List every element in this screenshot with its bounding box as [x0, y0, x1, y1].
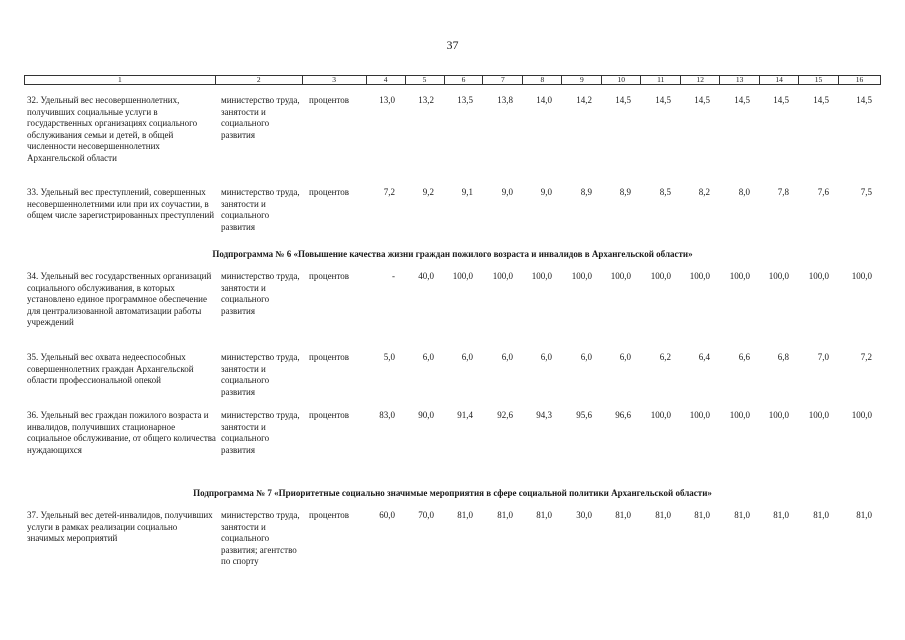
value-cell: 81,0 — [773, 510, 789, 520]
value-cell: 6,0 — [619, 352, 631, 362]
value-cell: 7,0 — [817, 352, 829, 362]
value-cell: 100,0 — [851, 410, 872, 420]
indicator-name: 35. Удельный вес охвата недееспособных совершеннолетних граждан Архангельской области профессиональной опекой — [27, 352, 194, 385]
value-cell: 100,0 — [531, 271, 552, 281]
value-cell: 6,0 — [422, 352, 434, 362]
column-header: 14 — [760, 76, 799, 84]
page-number: 37 — [446, 38, 459, 52]
value-cell: 14,5 — [734, 95, 750, 105]
value-cell: 81,0 — [615, 510, 631, 520]
value-cell: 7,5 — [860, 187, 872, 197]
column-header: 6 — [445, 76, 484, 84]
column-header: 12 — [681, 76, 720, 84]
value-cell: 14,5 — [813, 95, 829, 105]
value-cell: 40,0 — [418, 271, 434, 281]
unit: процентов — [309, 187, 350, 197]
value-cell: 100,0 — [610, 271, 631, 281]
value-cell: 96,6 — [615, 410, 631, 420]
indicator-name: 36. Удельный вес граждан пожилого возраста и инвалидов, получивших стационарное социальное обслуживание, от общего количества нуждающихся — [27, 410, 216, 455]
value-cell: 70,0 — [418, 510, 434, 520]
value-cell: 100,0 — [650, 410, 671, 420]
value-cell: 14,5 — [694, 95, 710, 105]
value-cell: 14,5 — [655, 95, 671, 105]
value-cell: 8,9 — [580, 187, 592, 197]
value-cell: 81,0 — [457, 510, 473, 520]
value-cell: 14,5 — [615, 95, 631, 105]
value-cell: - — [392, 271, 395, 281]
value-cell: 13,8 — [497, 95, 513, 105]
column-header: 9 — [562, 76, 602, 84]
responsible-org: министерство труда, занятости и социального развития — [221, 187, 300, 232]
value-cell: 14,5 — [856, 95, 872, 105]
unit: процентов — [309, 410, 350, 420]
unit: процентов — [309, 95, 350, 105]
value-cell: 5,0 — [383, 352, 395, 362]
value-cell: 8,2 — [698, 187, 710, 197]
responsible-org: министерство труда, занятости и социального развития — [221, 410, 300, 455]
value-cell: 13,5 — [457, 95, 473, 105]
value-cell: 83,0 — [379, 410, 395, 420]
value-cell: 7,2 — [383, 187, 395, 197]
column-header: 15 — [799, 76, 839, 84]
responsible-org: министерство труда, занятости и социального развития — [221, 95, 300, 140]
value-cell: 100,0 — [650, 271, 671, 281]
value-cell: 9,1 — [461, 187, 473, 197]
value-cell: 100,0 — [492, 271, 513, 281]
value-cell: 6,4 — [698, 352, 710, 362]
unit: процентов — [309, 271, 350, 281]
column-header: 1 — [25, 76, 216, 84]
column-header: 11 — [641, 76, 681, 84]
value-cell: 100,0 — [729, 410, 750, 420]
column-header: 10 — [602, 76, 641, 84]
value-cell: 81,0 — [536, 510, 552, 520]
value-cell: 8,9 — [619, 187, 631, 197]
value-cell: 13,2 — [418, 95, 434, 105]
value-cell: 100,0 — [452, 271, 473, 281]
subprogram-heading: Подпрограмма № 7 «Приоритетные социально значимые мероприятия в сфере социальной политики Архангельской области» — [193, 488, 712, 498]
value-cell: 6,8 — [777, 352, 789, 362]
value-cell: 81,0 — [813, 510, 829, 520]
value-cell: 81,0 — [497, 510, 513, 520]
value-cell: 100,0 — [768, 410, 789, 420]
indicator-name: 32. Удельный вес несовершеннолетних, получивших социальные услуги в государственных организациях социального обслуживания семьи и детей, в общей численности несовершеннолетних Архангельской области — [27, 95, 198, 163]
value-cell: 100,0 — [808, 271, 829, 281]
column-number-header — [24, 75, 881, 85]
unit: процентов — [309, 352, 350, 362]
value-cell: 60,0 — [379, 510, 395, 520]
value-cell: 81,0 — [856, 510, 872, 520]
unit: процентов — [309, 510, 350, 520]
value-cell: 6,2 — [659, 352, 671, 362]
value-cell: 90,0 — [418, 410, 434, 420]
value-cell: 7,6 — [817, 187, 829, 197]
value-cell: 9,0 — [501, 187, 513, 197]
value-cell: 6,0 — [540, 352, 552, 362]
value-cell: 95,6 — [576, 410, 592, 420]
value-cell: 14,2 — [576, 95, 592, 105]
value-cell: 100,0 — [768, 271, 789, 281]
value-cell: 8,5 — [659, 187, 671, 197]
value-cell: 6,0 — [461, 352, 473, 362]
responsible-org: министерство труда, занятости и социального развития; агентство по спорту — [221, 510, 300, 566]
column-header: 3 — [303, 76, 367, 84]
value-cell: 6,6 — [738, 352, 750, 362]
value-cell: 6,0 — [501, 352, 513, 362]
value-cell: 30,0 — [576, 510, 592, 520]
value-cell: 100,0 — [689, 271, 710, 281]
responsible-org: министерство труда, занятости и социального развития — [221, 352, 300, 397]
value-cell: 13,0 — [379, 95, 395, 105]
value-cell: 92,6 — [497, 410, 513, 420]
column-header: 2 — [216, 76, 303, 84]
column-header: 4 — [367, 76, 406, 84]
value-cell: 14,5 — [773, 95, 789, 105]
responsible-org: министерство труда, занятости и социального развития — [221, 271, 300, 316]
column-header: 13 — [720, 76, 760, 84]
value-cell: 7,2 — [860, 352, 872, 362]
value-cell: 100,0 — [808, 410, 829, 420]
column-header: 16 — [855, 75, 864, 84]
column-header: 8 — [523, 76, 562, 84]
indicator-name: 33. Удельный вес преступлений, совершенных несовершеннолетними или при их соучастии, в общем числе зарегистрированных преступлений — [27, 187, 215, 220]
value-cell: 94,3 — [536, 410, 552, 420]
subprogram-heading: Подпрограмма № 6 «Повышение качества жизни граждан пожилого возраста и инвалидов в Архангельской области» — [212, 249, 693, 259]
value-cell: 9,0 — [540, 187, 552, 197]
value-cell: 81,0 — [655, 510, 671, 520]
column-header: 5 — [406, 76, 445, 84]
value-cell: 100,0 — [729, 271, 750, 281]
value-cell: 81,0 — [694, 510, 710, 520]
value-cell: 100,0 — [851, 271, 872, 281]
value-cell: 6,0 — [580, 352, 592, 362]
value-cell: 14,0 — [536, 95, 552, 105]
value-cell: 91,4 — [457, 410, 473, 420]
indicator-name: 34. Удельный вес государственных организаций социального обслуживания, в которых установлено единое программное обеспечение для централизованной автоматизации работы учреждений — [27, 271, 212, 327]
value-cell: 9,2 — [422, 187, 434, 197]
column-header: 7 — [483, 76, 523, 84]
value-cell: 100,0 — [689, 410, 710, 420]
value-cell: 8,0 — [738, 187, 750, 197]
value-cell: 100,0 — [571, 271, 592, 281]
value-cell: 7,8 — [777, 187, 789, 197]
value-cell: 81,0 — [734, 510, 750, 520]
indicator-name: 37. Удельный вес детей-инвалидов, получивших услуги в рамках реализации социально значимых мероприятий — [27, 510, 213, 543]
